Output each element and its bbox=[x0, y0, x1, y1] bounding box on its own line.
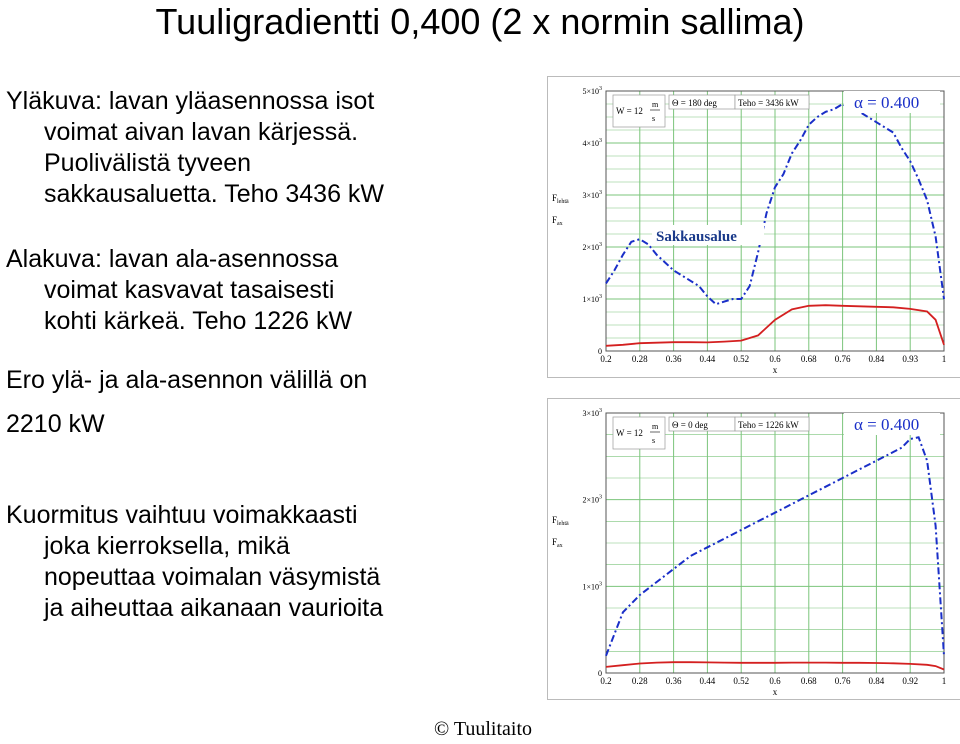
upper-chart-wind-label: W = 12 bbox=[616, 106, 643, 116]
lower-chart-x-tick-label: 0.44 bbox=[699, 676, 716, 686]
upper-chart-teho-label: Teho = 3436 kW bbox=[738, 98, 799, 108]
lower-description bbox=[6, 244, 352, 337]
upper-chart-annotation-sakkausalue: Sakkausalue bbox=[656, 229, 737, 245]
lower-chart-x-tick-label: 0.6 bbox=[769, 676, 781, 686]
upper-chart-y-tick-label: $1\times 10^3$ bbox=[582, 294, 602, 304]
lower-chart-x-tick-label: 0.92 bbox=[902, 676, 919, 686]
lower-chart bbox=[547, 398, 960, 700]
upper-chart-wind-unit-den: s bbox=[652, 114, 656, 123]
upper-chart-x-tick-label: 0.6 bbox=[769, 354, 781, 364]
upper-chart-x-tick-label: 0.28 bbox=[631, 354, 648, 364]
upper-chart-y-tick-label: 0 bbox=[598, 347, 602, 356]
lower-chart-y-tick-label: $3\times 10^3$ bbox=[582, 408, 602, 418]
upper-chart bbox=[547, 76, 960, 378]
upper-chart-x-tick-label: 0.52 bbox=[733, 354, 750, 364]
upper-chart-x-tick-label: 0.93 bbox=[902, 354, 919, 364]
lower-chart-wind-unit-num: m bbox=[652, 422, 659, 431]
load-line: nopeuttaa voimalan väsymistä bbox=[44, 563, 381, 591]
upper-chart-y-tick-label: $5\times 10^3$ bbox=[582, 86, 602, 96]
upper-chart-wind-unit-num: m bbox=[652, 100, 659, 109]
lower-line: kohti kärkeä. Teho 1226 kW bbox=[44, 307, 353, 335]
lower-chart-alpha-label: α = 0.400 bbox=[854, 415, 920, 434]
lower-line: Alakuva: lavan ala-asennossa bbox=[6, 245, 339, 273]
lower-chart-theta-label: Θ = 0 deg bbox=[672, 420, 708, 430]
lower-chart-x-axis-label: x bbox=[772, 687, 778, 697]
lower-line: voimat kasvavat tasaisesti bbox=[44, 276, 335, 304]
upper-line: voimat aivan lavan kärjessä. bbox=[44, 118, 359, 146]
load-line: Kuormitus vaihtuu voimakkaasti bbox=[6, 501, 358, 529]
slide-title: Tuuligradientti 0,400 (2 x normin sallima) bbox=[155, 1, 805, 42]
lower-chart-svg bbox=[548, 399, 960, 699]
upper-chart-y-tick-label: $3\times 10^3$ bbox=[582, 190, 602, 200]
copyright-credit: © Tuulitaito bbox=[434, 718, 533, 740]
lower-chart-y-tick-label: $1\times 10^3$ bbox=[582, 581, 602, 592]
lower-chart-wind-label: W = 12 bbox=[616, 428, 643, 438]
upper-chart-x-tick-label: 0.2 bbox=[600, 354, 612, 364]
upper-chart-x-axis-label: x bbox=[772, 365, 778, 375]
upper-chart-y-axis-label: $F_{ax}$ bbox=[552, 215, 563, 227]
upper-description bbox=[6, 86, 384, 210]
lower-chart-y-axis-label: $F_{ax}$ bbox=[552, 537, 563, 549]
upper-chart-y-axis-label: $F_{lehtä}$ bbox=[552, 193, 569, 205]
lower-chart-wind-unit-den: s bbox=[652, 436, 656, 445]
lower-chart-x-tick-label: 0.28 bbox=[631, 676, 648, 686]
lower-chart-x-tick-label: 0.76 bbox=[834, 676, 851, 686]
upper-chart-y-tick-label: $2\times 10^3$ bbox=[582, 242, 602, 252]
lower-chart-x-tick-label: 0.36 bbox=[665, 676, 682, 686]
upper-line: Yläkuva: lavan yläasennossa isot bbox=[6, 87, 375, 115]
upper-chart-alpha-label: α = 0.400 bbox=[854, 93, 920, 112]
upper-chart-y-tick-label: $4\times 10^3$ bbox=[582, 138, 602, 148]
upper-chart-x-tick-label: 1 bbox=[941, 354, 947, 364]
load-description bbox=[6, 500, 383, 624]
upper-chart-x-tick-label: 0.84 bbox=[868, 354, 885, 364]
lower-chart-x-tick-label: 0.2 bbox=[600, 676, 612, 686]
upper-chart-x-tick-label: 0.44 bbox=[699, 354, 716, 364]
diff-line: Ero ylä- ja ala-asennon välillä on bbox=[6, 366, 368, 394]
upper-chart-theta-label: Θ = 180 deg bbox=[672, 98, 717, 108]
lower-chart-y-tick-label: 0 bbox=[598, 669, 602, 678]
load-line: joka kierroksella, mikä bbox=[44, 532, 290, 560]
lower-chart-y-axis-label: $F_{lehtä}$ bbox=[552, 515, 569, 527]
upper-chart-x-tick-label: 0.68 bbox=[800, 354, 817, 364]
upper-chart-x-tick-label: 0.76 bbox=[834, 354, 851, 364]
lower-chart-x-tick-label: 0.68 bbox=[800, 676, 817, 686]
upper-line: sakkausaluetta. Teho 3436 kW bbox=[44, 180, 385, 208]
upper-chart-x-tick-label: 0.36 bbox=[665, 354, 682, 364]
diff-line: 2210 kW bbox=[6, 410, 105, 438]
lower-chart-teho-label: Teho = 1226 kW bbox=[738, 420, 799, 430]
load-line: ja aiheuttaa aikanaan vaurioita bbox=[44, 594, 384, 622]
upper-chart-svg bbox=[548, 77, 960, 377]
upper-line: Puolivälistä tyveen bbox=[44, 149, 252, 177]
lower-chart-x-tick-label: 1 bbox=[941, 676, 947, 686]
lower-chart-x-tick-label: 0.52 bbox=[733, 676, 750, 686]
lower-chart-x-tick-label: 0.84 bbox=[868, 676, 885, 686]
difference-text bbox=[6, 365, 367, 440]
lower-chart-y-tick-label: $2\times 10^3$ bbox=[582, 494, 602, 505]
